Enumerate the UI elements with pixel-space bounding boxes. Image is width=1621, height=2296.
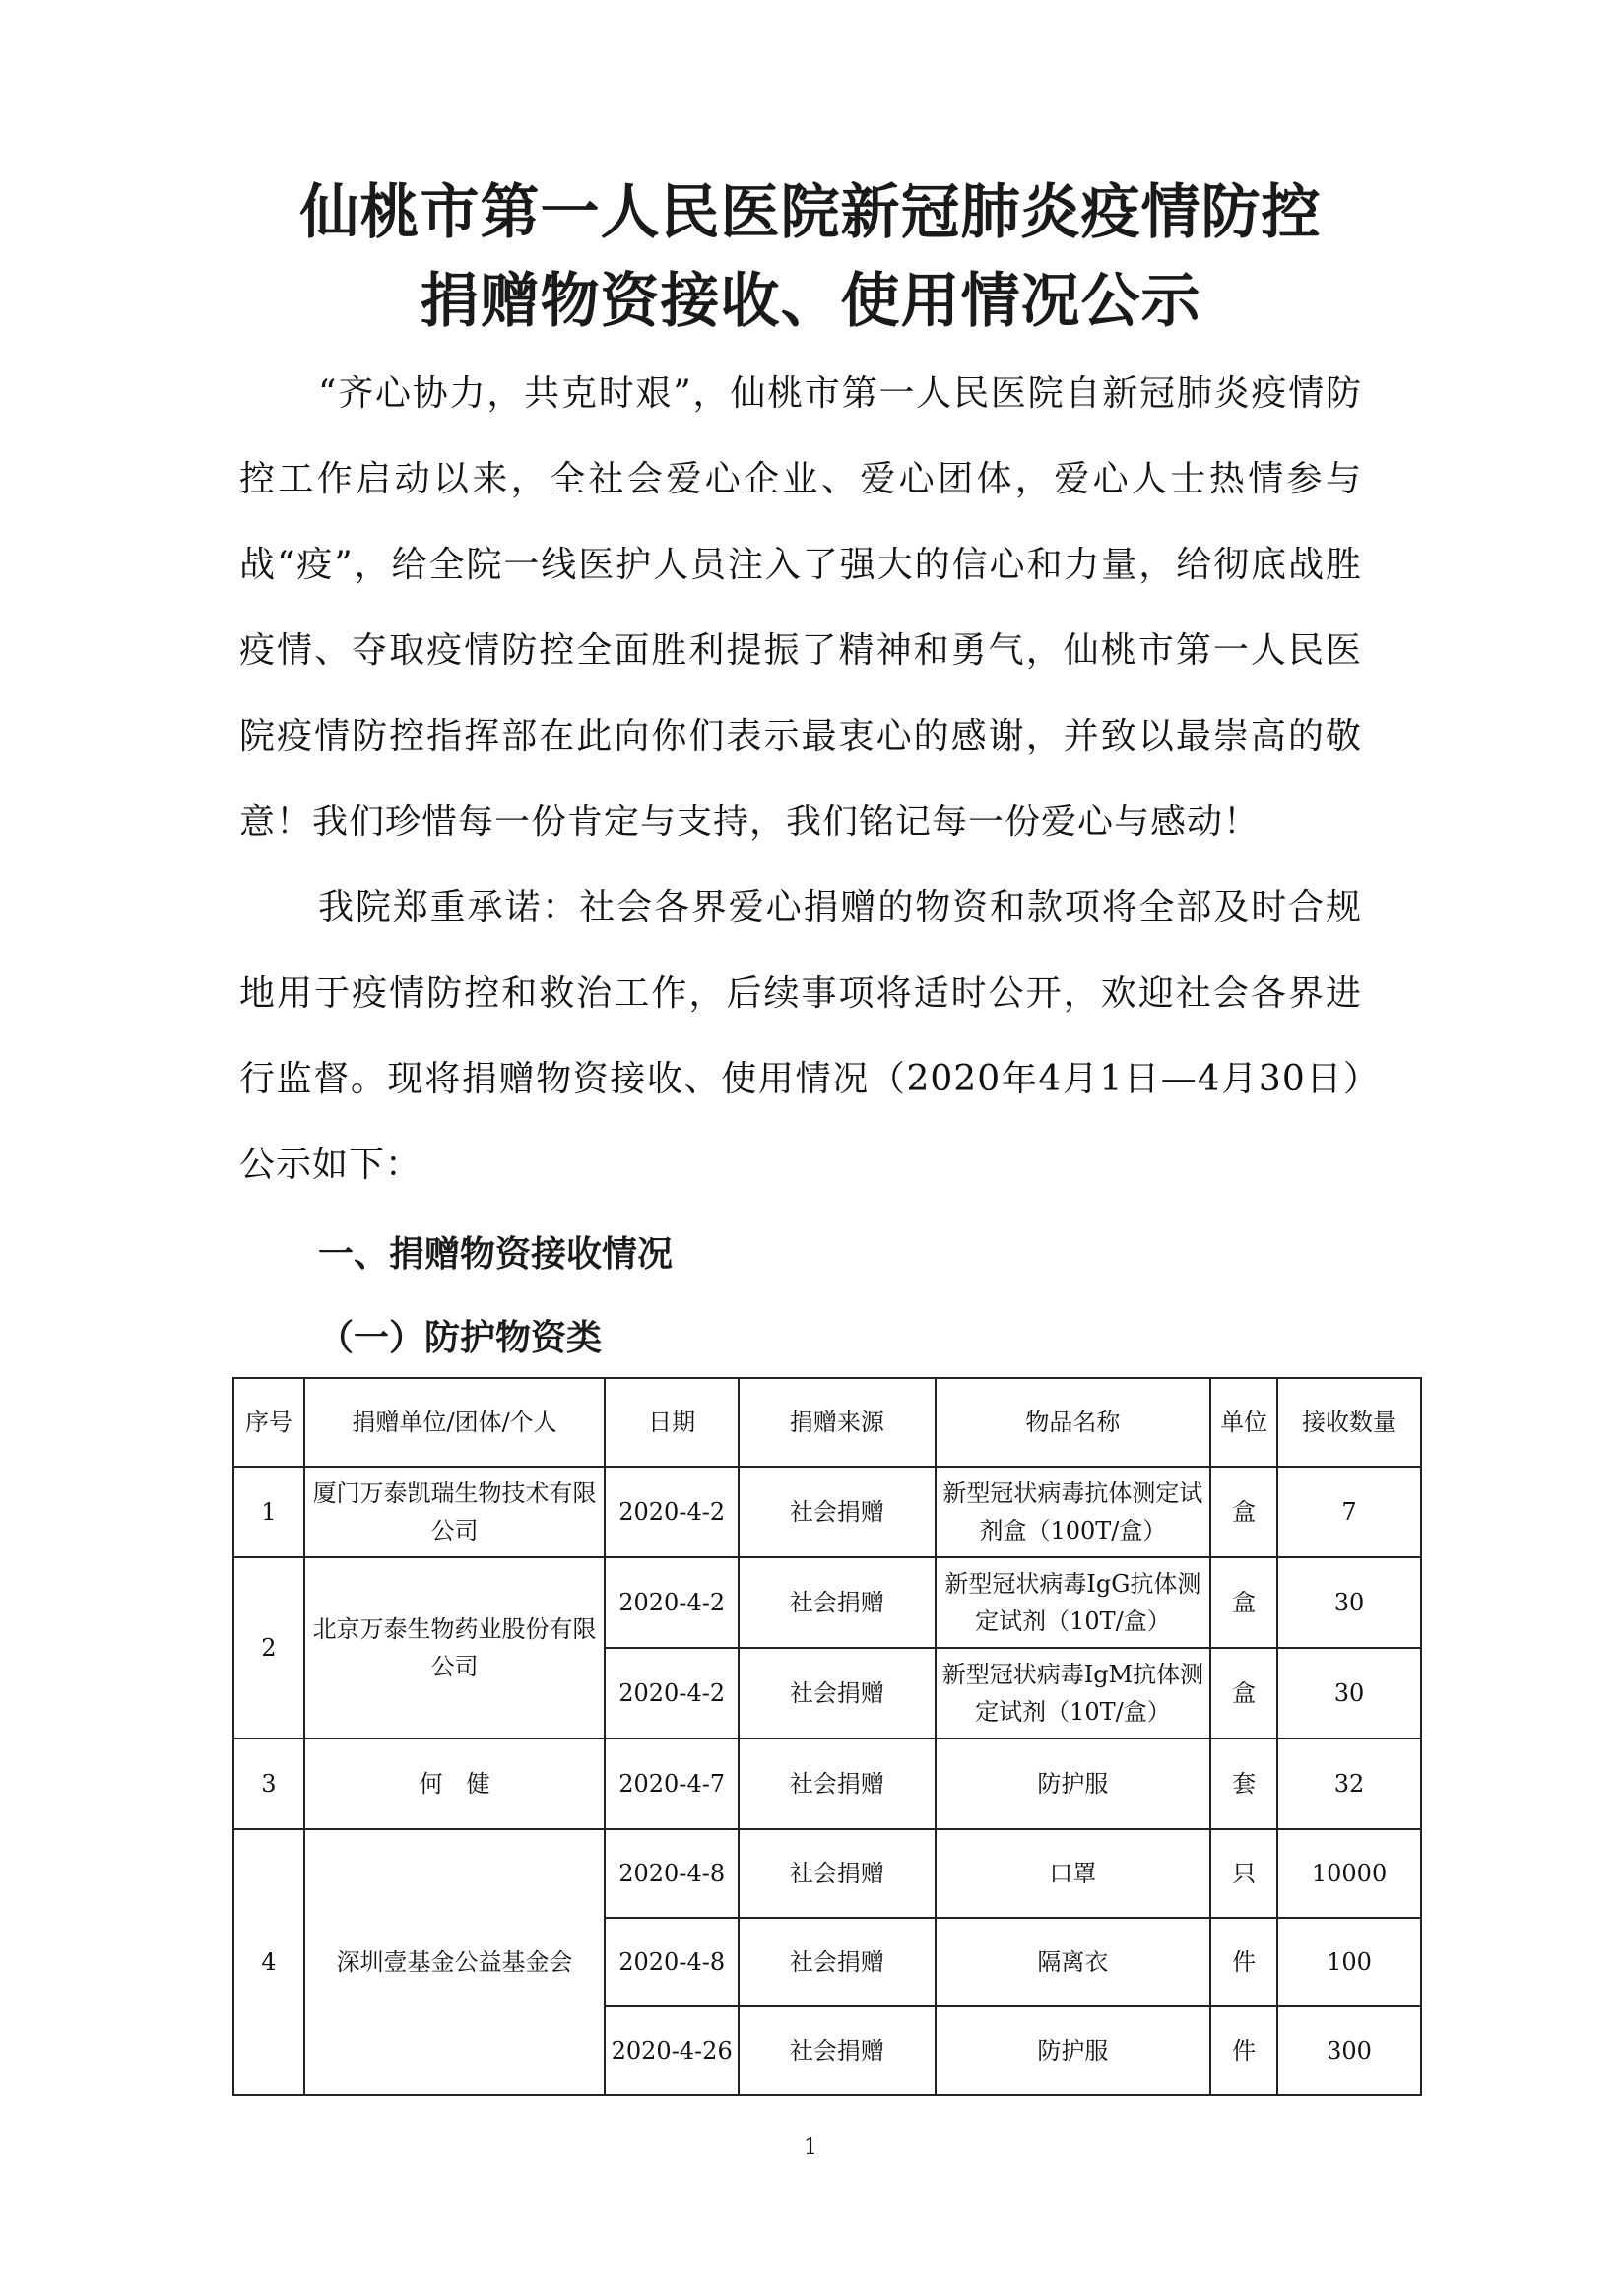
source-cell: 社会捐赠 — [739, 1918, 936, 2006]
source-cell: 社会捐赠 — [739, 1467, 936, 1557]
donor-name: 厦门万泰凯瑞生物技术有限公司 — [304, 1467, 605, 1557]
item-cell: 新型冠状病毒IgM抗体测定试剂（10T/盒） — [936, 1648, 1211, 1738]
page-number: 1 — [804, 2135, 817, 2160]
source-cell: 社会捐赠 — [739, 1829, 936, 1918]
paragraph-1: “齐心协力，共克时艰”，仙桃市第一人民医院自新冠肺炎疫情防控工作启动以来，全社会爱心企业、爱心团体，爱心人士热情参与战“疫”，给全院一线医护人员注入了强大的信心和力量，给彻底战胜疫情、夺取疫情防控全面胜利提振了精神和勇气，仙桃市第一人民医院疫情防控指挥部在此向你们表示最衷心的感谢，并致以最崇高的敬意！我们珍惜每一份肯定与支持，我们铭记每一份爱心与感动！ — [239, 373, 1362, 842]
source-cell: 社会捐赠 — [739, 1557, 936, 1648]
row-number: 2 — [233, 1557, 304, 1738]
source-cell: 社会捐赠 — [739, 2006, 936, 2095]
commitment-paragraph — [239, 865, 1362, 1208]
header-cell: 捐赠来源 — [739, 1378, 936, 1467]
table-row — [233, 1738, 1421, 1829]
item-cell: 隔离衣 — [936, 1918, 1211, 2006]
unit-cell: 盒 — [1210, 1467, 1277, 1557]
donor-name: 深圳壹基金公益基金会 — [304, 1829, 605, 2095]
date-cell: 2020-4-2 — [605, 1467, 739, 1557]
table-row — [233, 1557, 1421, 1648]
quantity-cell: 100 — [1277, 1918, 1421, 2006]
date-cell: 2020-4-8 — [605, 1918, 739, 2006]
row-number: 1 — [233, 1467, 304, 1557]
header-cell: 序号 — [233, 1378, 304, 1467]
item-cell: 防护服 — [936, 1738, 1211, 1829]
page-title-line-1: 仙桃市第一人民医院新冠肺炎疫情防控 — [299, 178, 1322, 247]
section-heading: 一、捐赠物资接收情况 — [318, 1234, 674, 1275]
source-cell: 社会捐赠 — [739, 1738, 936, 1829]
date-cell: 2020-4-26 — [605, 2006, 739, 2095]
table-row — [233, 1829, 1421, 1918]
unit-cell: 套 — [1210, 1738, 1277, 1829]
item-cell: 口罩 — [936, 1829, 1211, 1918]
table-header-row — [233, 1378, 1421, 1467]
quantity-cell: 7 — [1277, 1467, 1421, 1557]
donation-table — [232, 1377, 1422, 2096]
item-cell: 新型冠状病毒IgG抗体测定试剂（10T/盒） — [936, 1557, 1211, 1648]
donor-name: 北京万泰生物药业股份有限公司 — [304, 1557, 605, 1738]
quantity-cell: 300 — [1277, 2006, 1421, 2095]
unit-cell: 盒 — [1210, 1557, 1277, 1648]
unit-cell: 盒 — [1210, 1648, 1277, 1738]
quantity-cell: 32 — [1277, 1738, 1421, 1829]
date-cell: 2020-4-2 — [605, 1557, 739, 1648]
unit-cell: 只 — [1210, 1829, 1277, 1918]
quantity-cell: 30 — [1277, 1648, 1421, 1738]
unit-cell: 件 — [1210, 1918, 1277, 2006]
row-number: 4 — [233, 1829, 304, 2095]
header-cell: 捐赠单位/团体/个人 — [304, 1378, 605, 1467]
date-cell: 2020-4-2 — [605, 1648, 739, 1738]
header-cell: 物品名称 — [936, 1378, 1211, 1467]
quantity-cell: 10000 — [1277, 1829, 1421, 1918]
header-cell: 日期 — [605, 1378, 739, 1467]
intro-paragraph — [239, 351, 1362, 865]
header-cell: 接收数量 — [1277, 1378, 1421, 1467]
paragraph-2: 我院郑重承诺：社会各界爱心捐赠的物资和款项将全部及时合规地用于疫情防控和救治工作，后续事项将适时公开，欢迎社会各界进行监督。现将捐赠物资接收、使用情况（2020年4月1日—4月30日）公示如下： — [239, 887, 1362, 1185]
date-cell: 2020-4-8 — [605, 1829, 739, 1918]
subsection-heading: （一）防护物资类 — [318, 1318, 603, 1358]
header-cell: 单位 — [1210, 1378, 1277, 1467]
unit-cell: 件 — [1210, 2006, 1277, 2095]
page-title-line-2: 捐赠物资接收、使用情况公示 — [420, 267, 1201, 336]
item-cell: 新型冠状病毒抗体测定试剂盒（100T/盒） — [936, 1467, 1211, 1557]
donor-name: 何 健 — [304, 1738, 605, 1829]
row-number: 3 — [233, 1738, 304, 1829]
quantity-cell: 30 — [1277, 1557, 1421, 1648]
item-cell: 防护服 — [936, 2006, 1211, 2095]
source-cell: 社会捐赠 — [739, 1648, 936, 1738]
date-cell: 2020-4-7 — [605, 1738, 739, 1829]
table-row — [233, 1467, 1421, 1557]
